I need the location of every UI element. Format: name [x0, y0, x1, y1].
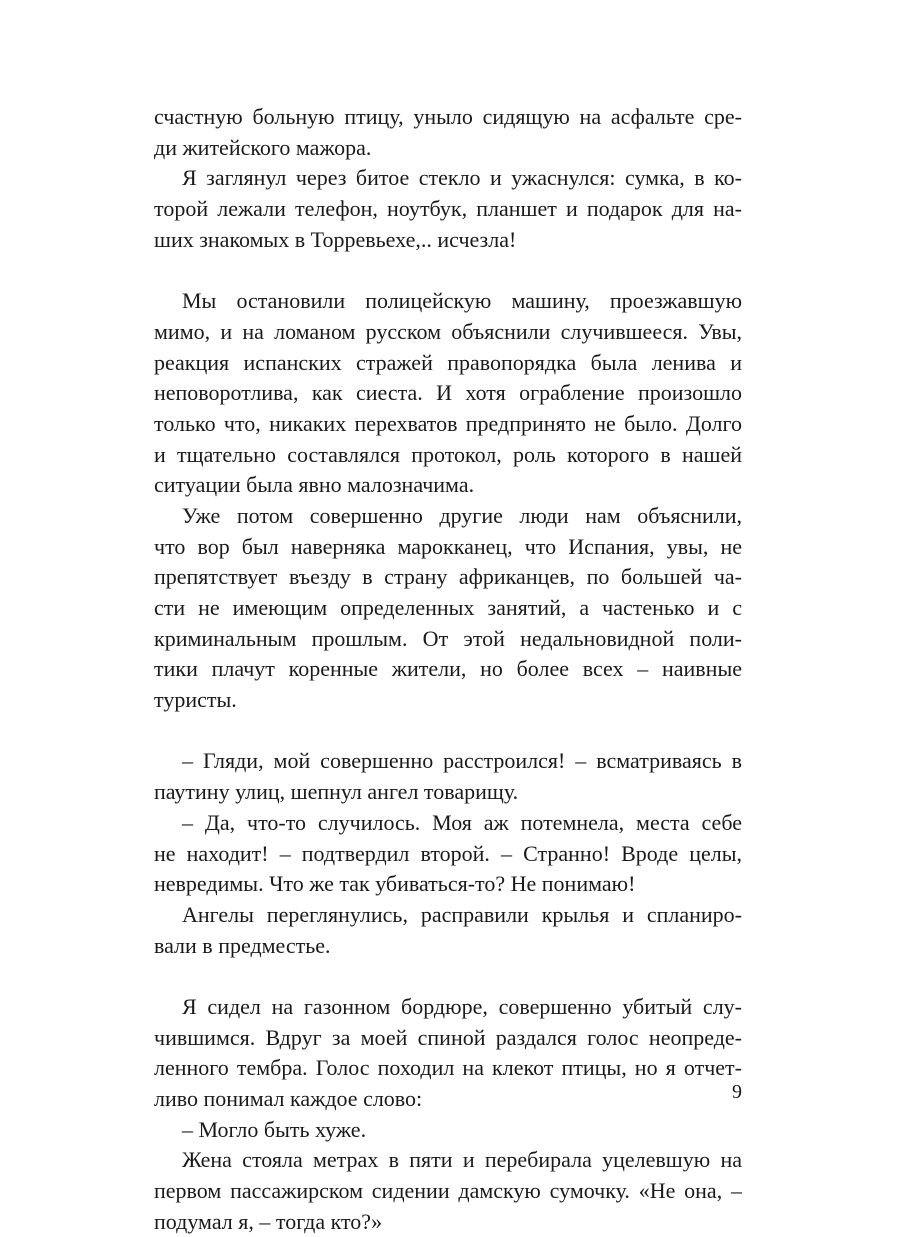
text-line: ших знакомых в Торревьехе,.. исчезла!	[154, 226, 517, 252]
paragraph	[154, 992, 742, 1115]
text-line: и тщательно составлялся протокол, роль которого в нашей	[154, 441, 742, 467]
text-line: подумал я, – тогда кто?»	[154, 1208, 383, 1234]
text-line: реакция испанских стражей правопорядка была ленива и	[154, 349, 742, 375]
text-line: туристы.	[154, 687, 237, 713]
section-gap	[154, 961, 742, 992]
text-line: Жена стояла метрах в пяти и перебирала уцелевшую на	[182, 1147, 742, 1173]
text-line: Уже потом совершенно другие люди нам объяснили,	[182, 502, 742, 528]
text-line: ди житейского мажора.	[154, 134, 372, 160]
paragraph	[154, 900, 742, 961]
text-line: неповоротлива, как сиеста. И хотя ограбление произошло	[154, 380, 742, 406]
text-line: первом пассажирском сидении дамскую сумочку. «Не она, –	[154, 1178, 742, 1204]
book-page-text	[154, 102, 742, 1237]
paragraph	[154, 746, 742, 807]
text-line: мимо, и на ломаном русском объяснили случившееся. Увы,	[154, 318, 742, 344]
text-line: невредимы. Что же так убиваться-то? Не понимаю!	[154, 871, 636, 897]
text-line: только что, никаких перехватов предпринято не было. Долго	[154, 410, 742, 436]
text-line: ливо понимал каждое слово:	[154, 1086, 423, 1111]
paragraph	[154, 808, 742, 900]
text-line: тики плачут коренные жители, но более всех – наивные	[154, 656, 742, 682]
text-line: ситуации была явно малозначима.	[154, 472, 475, 498]
text-line: сти не имеющим определенных занятий, а частенько и с	[154, 595, 742, 620]
text-line: криминальным прошлым. От этой недальновидной поли-	[154, 625, 742, 651]
section-gap	[154, 255, 742, 286]
text-line: паутину улиц, шепнул ангел товарищу.	[154, 779, 519, 805]
paragraph	[154, 1145, 742, 1237]
paragraph	[154, 102, 742, 163]
text-line: вали в предместье.	[154, 932, 331, 958]
text-line: Ангелы переглянулись, расправили крылья и спланиро-	[182, 901, 742, 927]
text-line: – Гляди, мой совершенно расстроился! – всматриваясь в	[182, 748, 742, 774]
paragraph	[154, 1115, 742, 1146]
page-number: 9	[732, 1081, 742, 1103]
paragraph	[154, 286, 742, 501]
paragraph	[154, 163, 742, 255]
paragraph	[154, 501, 742, 716]
text-line: Я заглянул через битое стекло и ужаснулся: сумка, в ко-	[182, 165, 742, 191]
text-line: что вор был наверняка марокканец, что Испания, увы, не	[154, 533, 742, 559]
text-line: ленного тембра. Голос походил на клекот птицы, но я отчет-	[154, 1055, 742, 1081]
text-line: Я сидел на газонном бордюре, совершенно убитый слу-	[182, 993, 742, 1019]
text-line: чившимся. Вдруг за моей спиной раздался голос неопреде-	[154, 1024, 742, 1050]
text-line: счастную больную птицу, уныло сидящую на асфальте сре-	[154, 104, 742, 129]
text-line: препятствует въезду в страну африканцев, по большей ча-	[154, 564, 742, 590]
text-line: не находит! – подтвердил второй. – Странно! Вроде целы,	[154, 840, 742, 866]
text-line: Мы остановили полицейскую машину, проезжавшую	[182, 288, 742, 314]
section-gap	[154, 716, 742, 747]
text-line: – Могло быть хуже.	[182, 1116, 367, 1142]
text-line: торой лежали телефон, ноутбук, планшет и подарок для на-	[154, 196, 742, 222]
text-line: – Да, что-то случилось. Моя аж потемнела, места себе	[182, 809, 742, 835]
